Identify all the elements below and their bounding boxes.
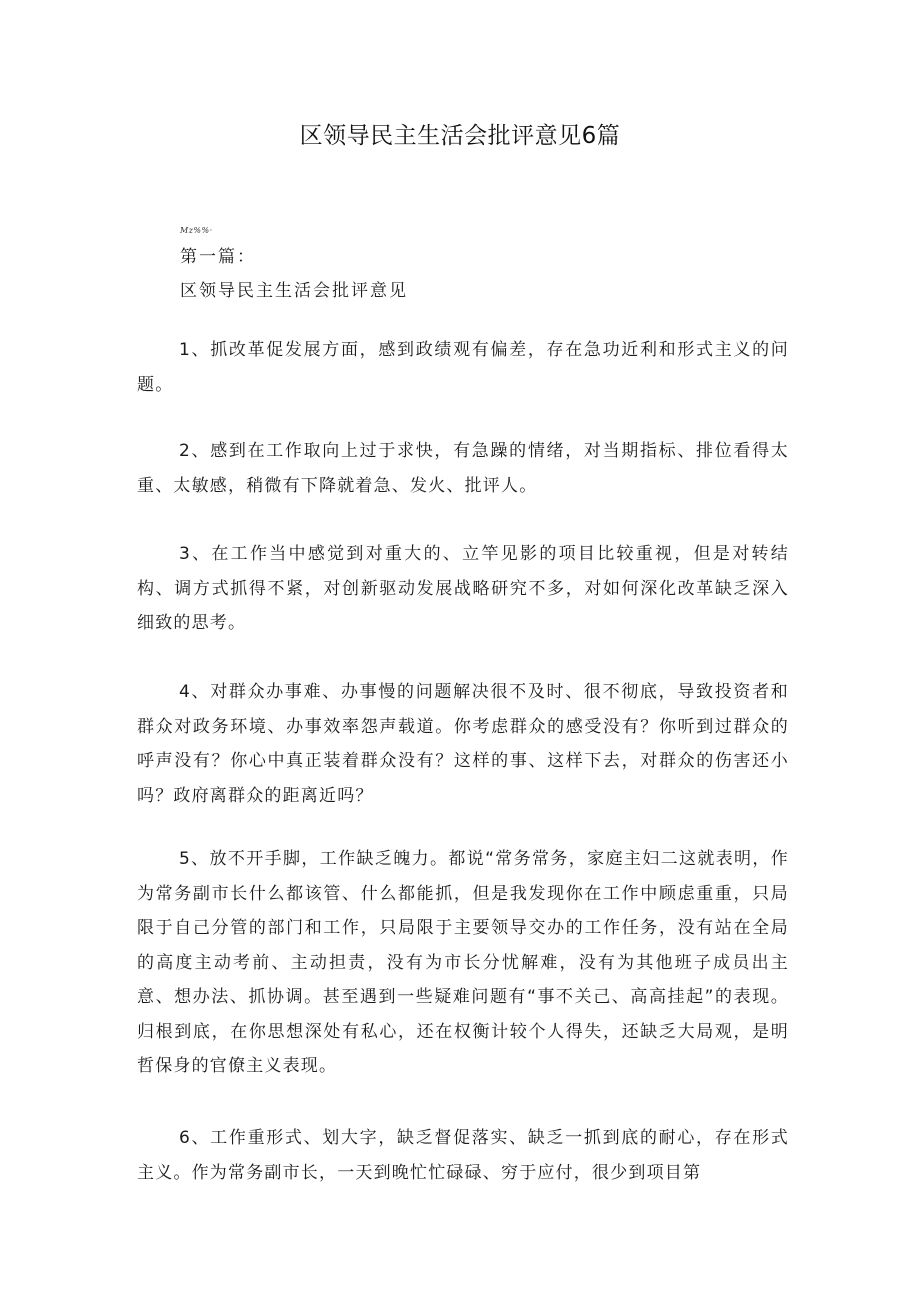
document-title: 区领导民主生活会批评意见6篇 xyxy=(299,123,621,149)
chapter-title: 区领导民主生活会批评意见 xyxy=(180,281,408,301)
paragraph-1: 1、抓改革促发展方面，感到政绩观有偏差，存在急功近利和形式主义的问题。 xyxy=(137,340,789,395)
scan-mark: Mz%%· xyxy=(180,226,213,235)
paragraph-3: 3、在工作当中感觉到对重大的、立竿见影的项目比较重视，但是对转结构、调方式抓得不紧，对创新驱动发展战略研究不多，对如何深化改革缺乏深入细致的思考。 xyxy=(137,544,789,633)
paragraph-4: 4、对群众办事难、办事慢的问题解决很不及时、很不彻底，导致投资者和群众对政务环境、办事效率怨声载道。你考虑群众的感受没有？你听到过群众的呼声没有？你心中真正装着群众没有？这样的事、这样下去，对群众的伤害还小吗？政府离群众的距离近吗？ xyxy=(137,682,789,806)
chapter-label: 第一篇： xyxy=(180,247,256,267)
paragraph-2: 2、感到在工作取向上过于求快，有急躁的情绪，对当期指标、排位看得太重、太敏感，稍微有下降就着急、发火、批评人。 xyxy=(137,441,789,496)
paragraph-5: 5、放不开手脚，工作缺乏魄力。都说“常务常务，家庭主妇二这就表明，作为常务副市长什么都该管、什么都能抓，但是我发现你在工作中顾虑重重，只局限于自己分管的部门和工作，只局限于主要领导交办的工作任务，没有站在全局的高度主动考前、主动担责，没有为市长分忧解难，没有为其他班子成员出主意、想办法、抓协调。甚至遇到一些疑难问题有“事不关己、高高挂起”的表现。归根到底，在你思想深处有私心，还在权衡计较个人得失，还缺乏大局观，是明哲保身的官僚主义表现。 xyxy=(137,849,789,1076)
paragraph-6: 6、工作重形式、划大字，缺乏督促落实、缺乏一抓到底的耐心，存在形式主义。作为常务副市长，一天到晚忙忙碌碌、穷于应付，很少到项目第 xyxy=(137,1128,789,1183)
